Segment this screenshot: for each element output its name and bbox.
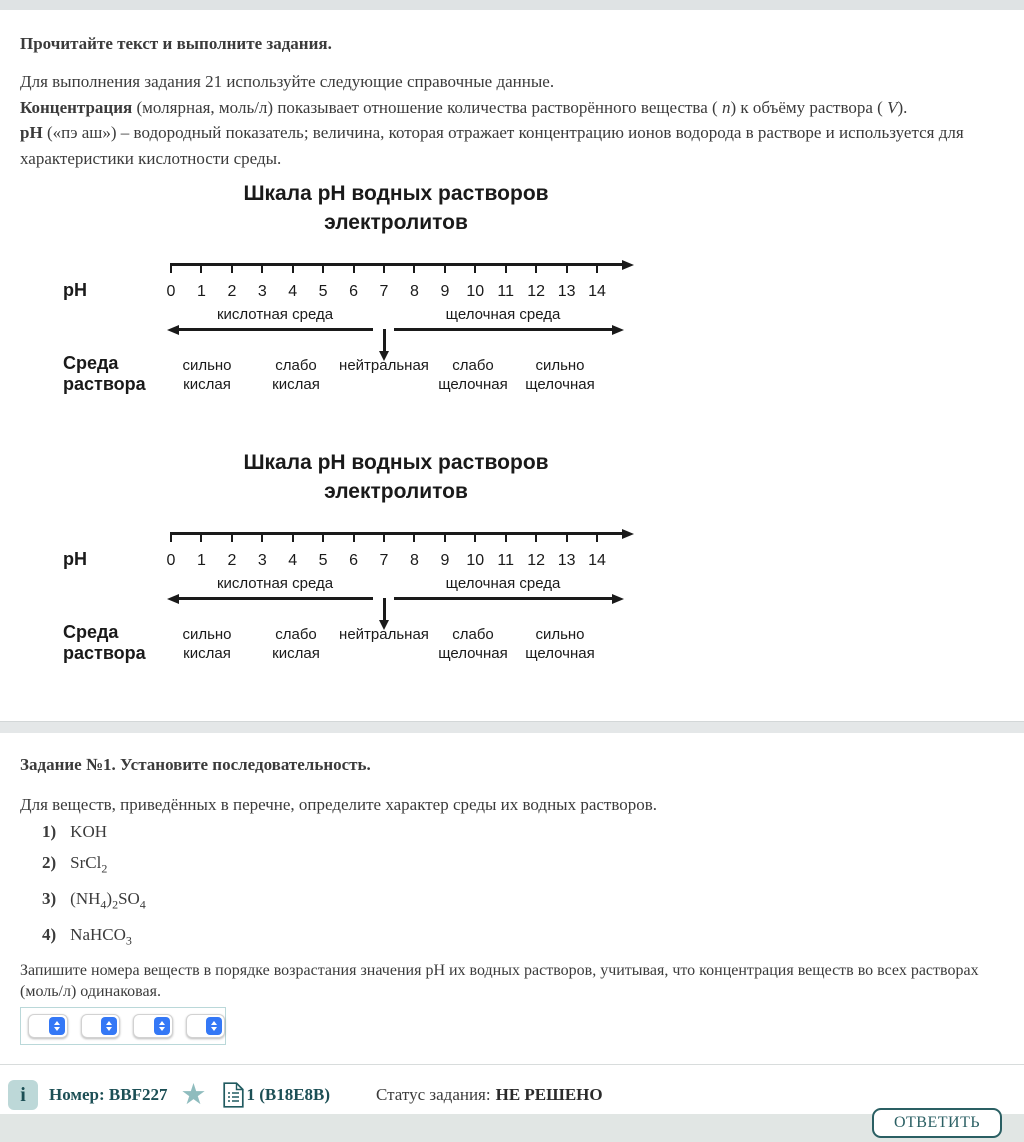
status-value: НЕ РЕШЕНО bbox=[495, 1085, 603, 1104]
symbol-v: V bbox=[887, 97, 898, 117]
chevron-up-icon bbox=[211, 1021, 217, 1025]
alkaline-zone-label: щелочная среда bbox=[445, 306, 561, 323]
axis-tick bbox=[353, 263, 355, 273]
substance-number: 3) bbox=[42, 888, 57, 908]
alkaline-zone-arrow bbox=[394, 597, 612, 600]
task-reference[interactable]: 1 (B18E8B) bbox=[246, 1085, 331, 1104]
chevron-down-icon bbox=[159, 1027, 165, 1031]
substance-formula: $(NH_4)_2SO_4$ bbox=[70, 888, 146, 912]
ph-axis-label: рН bbox=[63, 280, 87, 300]
axis-tick bbox=[505, 263, 507, 273]
axis-tick-label: 3 bbox=[257, 552, 267, 569]
axis-tick bbox=[170, 263, 172, 273]
favorite-star-icon[interactable]: ★ bbox=[180, 1078, 207, 1111]
substance-item-3 bbox=[42, 887, 998, 923]
footer-row bbox=[8, 1078, 1024, 1112]
axis-tick-label: 13 bbox=[557, 283, 576, 300]
substance-item-1 bbox=[42, 820, 998, 851]
axis-tick-label: 10 bbox=[466, 552, 485, 569]
substance-number: 2) bbox=[42, 852, 57, 872]
concentration-text-a: (молярная, моль/л) показывает отношение количества растворённого вещества ( bbox=[132, 97, 722, 117]
axis-tick bbox=[322, 263, 324, 273]
axis-tick-label: 7 bbox=[379, 552, 389, 569]
axis-tick bbox=[383, 532, 385, 542]
ph-term: рН bbox=[20, 123, 43, 142]
category-label: сильно щелочная bbox=[525, 357, 595, 393]
concentration-term: Концентрация bbox=[20, 97, 133, 117]
axis-tick-label: 5 bbox=[318, 552, 328, 569]
substance-formula: NaHCO$_3$ bbox=[70, 925, 132, 948]
axis-tick bbox=[413, 532, 415, 542]
ph-definition bbox=[20, 120, 998, 171]
category-label: слабо щелочная bbox=[438, 357, 508, 393]
axis-tick-label: 9 bbox=[440, 283, 450, 300]
answer-select-4[interactable] bbox=[186, 1014, 226, 1038]
concentration-definition bbox=[20, 95, 998, 121]
chevron-up-icon bbox=[159, 1021, 165, 1025]
ph-axis-label: рН bbox=[63, 549, 87, 569]
axis-line bbox=[170, 532, 622, 535]
axis-tick bbox=[444, 532, 446, 542]
category-label: нейтральная bbox=[339, 357, 429, 374]
axis-tick-label: 6 bbox=[349, 283, 359, 300]
axis-tick bbox=[566, 263, 568, 273]
chevron-down-icon bbox=[106, 1027, 112, 1031]
axis-tick bbox=[383, 263, 385, 273]
answer-button[interactable]: ОТВЕТИТЬ bbox=[872, 1108, 1002, 1138]
neutral-arrow bbox=[383, 598, 386, 620]
axis-tick bbox=[322, 532, 324, 542]
axis-tick-label: 4 bbox=[288, 283, 298, 300]
axis-tick-label: 4 bbox=[288, 552, 298, 569]
intro-paragraph bbox=[20, 69, 998, 171]
axis-tick bbox=[261, 263, 263, 273]
substance-formula: SrCl$_2$ bbox=[70, 852, 108, 875]
acid-zone-label: кислотная среда bbox=[216, 306, 334, 323]
axis-tick bbox=[231, 263, 233, 273]
answer-select-2[interactable] bbox=[81, 1014, 121, 1038]
category-label: слабо щелочная bbox=[438, 626, 508, 662]
axis-tick bbox=[444, 263, 446, 273]
ph-scale-diagram-2 bbox=[63, 448, 643, 668]
chevron-down-icon bbox=[211, 1027, 217, 1031]
select-stepper-icon[interactable] bbox=[206, 1017, 222, 1035]
select-stepper-icon[interactable] bbox=[154, 1017, 170, 1035]
axis-tick-label: 12 bbox=[527, 552, 546, 569]
task-number bbox=[49, 1085, 167, 1105]
axis-tick-label: 1 bbox=[196, 552, 206, 569]
axis-tick-label: 13 bbox=[557, 552, 576, 569]
status-group bbox=[376, 1085, 603, 1105]
substance-number: 4) bbox=[42, 925, 57, 945]
axis-tick bbox=[261, 532, 263, 542]
axis-tick bbox=[200, 532, 202, 542]
chevron-down-icon bbox=[54, 1027, 60, 1031]
axis-tick-label: 10 bbox=[466, 283, 485, 300]
info-icon[interactable]: i bbox=[8, 1080, 38, 1110]
task-instruction-wrap bbox=[20, 960, 998, 1002]
task-heading: Задание №1. Установите последовательность. bbox=[20, 755, 371, 774]
axis-tick-label: 12 bbox=[527, 283, 546, 300]
axis-tick-label: 11 bbox=[497, 283, 514, 300]
acid-zone-arrow-head-icon bbox=[167, 325, 179, 335]
answer-select-3[interactable] bbox=[133, 1014, 173, 1038]
select-stepper-icon[interactable] bbox=[49, 1017, 65, 1035]
intro-heading: Прочитайте текст и выполните задания. bbox=[20, 34, 332, 53]
acid-zone-arrow bbox=[177, 328, 373, 331]
axis-arrow-icon bbox=[622, 260, 634, 270]
neutral-arrow bbox=[383, 329, 386, 351]
axis-tick bbox=[474, 532, 476, 542]
axis-tick-label: 0 bbox=[166, 283, 176, 300]
task-number-value: BBF227 bbox=[108, 1085, 168, 1104]
axis-tick bbox=[292, 263, 294, 273]
main-content bbox=[0, 31, 1024, 668]
axis-tick bbox=[292, 532, 294, 542]
axis-tick bbox=[231, 532, 233, 542]
bottom-bar bbox=[0, 1114, 1024, 1142]
axis-tick-label: 6 bbox=[349, 552, 359, 569]
alkaline-zone-arrow-head-icon bbox=[612, 325, 624, 335]
intro-line-1: Для выполнения задания 21 используйте следующие справочные данные. bbox=[20, 72, 555, 91]
axis-tick bbox=[596, 263, 598, 273]
answer-selects-group bbox=[20, 1007, 226, 1045]
task-instruction: Запишите номера веществ в порядке возрастания значения рН их водных растворов, учитывая, что концентрация веществ во всех растворах (моль/л) одинаковая. bbox=[20, 961, 979, 1000]
axis-tick-label: 2 bbox=[227, 283, 237, 300]
axis-tick bbox=[535, 263, 537, 273]
alkaline-zone-arrow-head-icon bbox=[612, 594, 624, 604]
substance-item-4 bbox=[42, 923, 998, 959]
axis-tick bbox=[535, 532, 537, 542]
category-label: слабо кислая bbox=[272, 357, 320, 393]
ph-scale-diagram-1 bbox=[63, 179, 643, 399]
alkaline-zone-arrow bbox=[394, 328, 612, 331]
axis-tick bbox=[170, 532, 172, 542]
section-divider bbox=[0, 721, 1024, 733]
concentration-text-c: ). bbox=[897, 97, 908, 117]
task-document-icon[interactable] bbox=[223, 1082, 244, 1108]
task-section bbox=[0, 752, 1024, 1045]
footer-divider bbox=[0, 1064, 1024, 1065]
select-stepper-icon[interactable] bbox=[101, 1017, 117, 1035]
axis-tick bbox=[413, 263, 415, 273]
axis-tick-label: 8 bbox=[409, 552, 419, 569]
axis-tick bbox=[200, 263, 202, 273]
axis-tick bbox=[505, 532, 507, 542]
axis-arrow-icon bbox=[622, 529, 634, 539]
axis-tick-label: 3 bbox=[257, 283, 267, 300]
answer-select-1[interactable] bbox=[28, 1014, 68, 1038]
substance-list bbox=[42, 820, 998, 960]
axis-tick bbox=[596, 532, 598, 542]
concentration-text-b: ) к объёму раствора ( bbox=[730, 97, 888, 117]
task-description: Для веществ, приведённых в перечне, определите характер среды их водных растворов. bbox=[20, 795, 658, 814]
acid-zone-arrow bbox=[177, 597, 373, 600]
category-label: сильно щелочная bbox=[525, 626, 595, 662]
axis-tick bbox=[353, 532, 355, 542]
axis-tick-label: 0 bbox=[166, 552, 176, 569]
axis-tick-label: 1 bbox=[196, 283, 206, 300]
category-label: сильно кислая bbox=[182, 626, 232, 662]
axis-tick-label: 7 bbox=[379, 283, 389, 300]
axis-tick-label: 14 bbox=[588, 283, 606, 300]
chevron-up-icon bbox=[54, 1021, 60, 1025]
acid-zone-label: кислотная среда bbox=[216, 575, 334, 592]
row-label: Среда раствора bbox=[63, 622, 146, 663]
status-label: Статус задания: bbox=[376, 1085, 491, 1104]
axis-tick-label: 9 bbox=[440, 552, 450, 569]
category-label: слабо кислая bbox=[272, 626, 320, 662]
substance-formula: KOH bbox=[70, 821, 108, 841]
axis-line bbox=[170, 263, 622, 266]
category-label: сильно кислая bbox=[182, 357, 232, 393]
axis-tick-label: 2 bbox=[227, 552, 237, 569]
alkaline-zone-label: щелочная среда bbox=[445, 575, 561, 592]
axis-tick-label: 11 bbox=[497, 552, 514, 569]
symbol-n: n bbox=[721, 97, 731, 117]
document-icon-svg bbox=[223, 1082, 244, 1108]
top-bar bbox=[0, 0, 1024, 10]
substance-item-2 bbox=[42, 851, 998, 887]
axis-tick-label: 8 bbox=[409, 283, 419, 300]
acid-zone-arrow-head-icon bbox=[167, 594, 179, 604]
axis-tick-label: 14 bbox=[588, 552, 606, 569]
axis-tick-label: 5 bbox=[318, 283, 328, 300]
row-label: Среда раствора bbox=[63, 353, 146, 394]
chevron-up-icon bbox=[106, 1021, 112, 1025]
axis-tick bbox=[474, 263, 476, 273]
category-label: нейтральная bbox=[339, 626, 429, 643]
task-number-label: Номер: bbox=[49, 1085, 105, 1104]
axis-tick bbox=[566, 532, 568, 542]
ph-text: («пэ аш») – водородный показатель; величина, которая отражает концентрацию ионов водорода в растворе и используется для характеристики кислотности среды. bbox=[20, 123, 964, 168]
diagram-title: Шкала рН водных растворов электролитов bbox=[243, 182, 549, 234]
substance-number: 1) bbox=[42, 821, 57, 841]
diagram-title: Шкала рН водных растворов электролитов bbox=[243, 451, 549, 503]
page-footer bbox=[0, 1064, 1024, 1142]
